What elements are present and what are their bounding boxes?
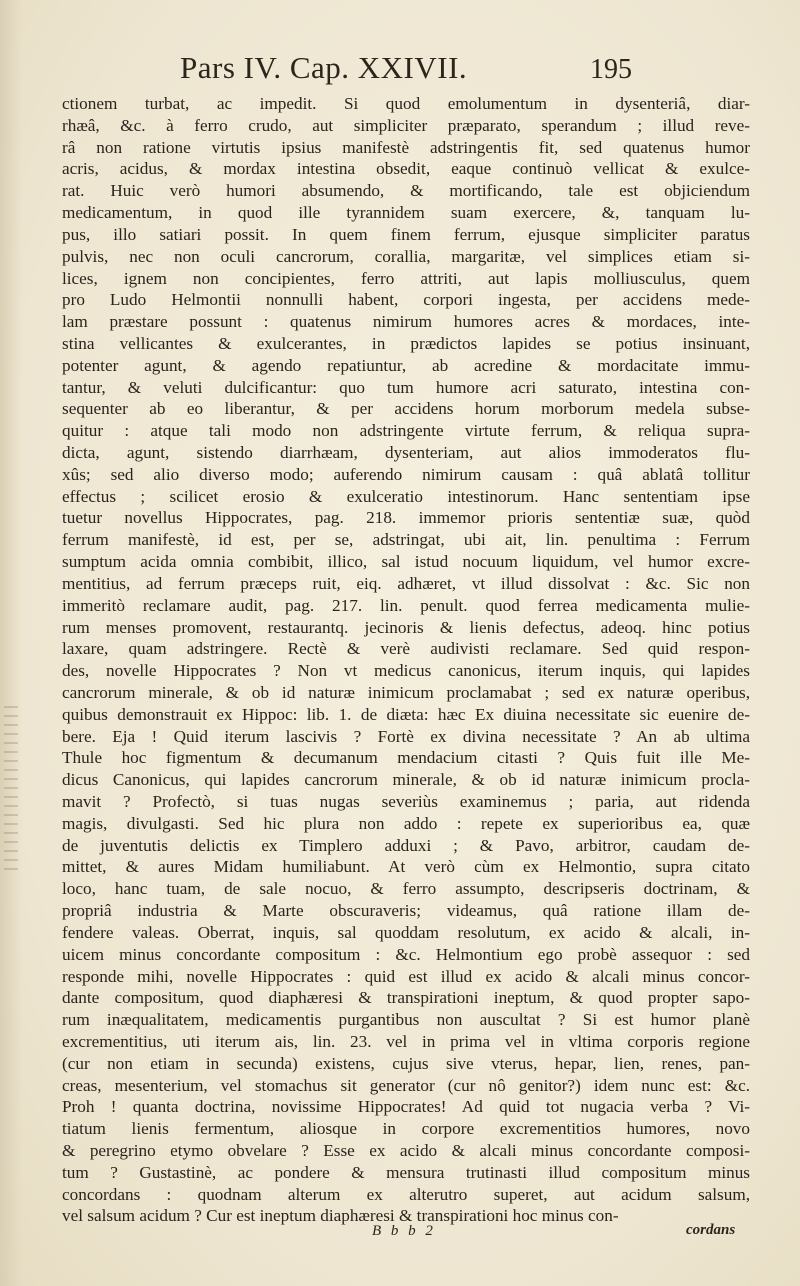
text-line: stina vellicantes & exulcerantes, in prædictos lapides se potius insinuant,	[62, 333, 750, 353]
text-line: cancrorum minerale, & ob id naturæ inimicum proclamabat ; sed ex naturæ operibus,	[62, 682, 750, 702]
text-line: effectus ; scilicet erosio & exulceratio intestinorum. Hanc sententiam ipse	[62, 486, 750, 506]
text-line: ctionem turbat, ac impedit. Si quod emolumentum in dysenteriâ, diar-	[62, 94, 750, 113]
text-line: pulvis, nec non oculi cancrorum, corallia, margaritæ, vel simplices etiam si-	[62, 246, 750, 266]
text-line: rum inæqualitatem, medicamentis purgantibus non auscultat ? Si est humor planè	[62, 1010, 750, 1030]
text-line: tum ? Gustastinè, ac pondere & mensura trutinasti illud compositum minus	[62, 1162, 750, 1182]
text-line: Proh ! quanta doctrina, novissime Hippocrates! Ad quid tot nugacia verba ? Vi-	[62, 1097, 750, 1117]
text-line: uicem minus concordante compositum : &c. Helmontium ego probè assequor : sed	[62, 944, 750, 964]
text-line: dante compositum, quod diaphæresi & transpirationi ineptum, & quod propter sapo-	[62, 988, 750, 1008]
text-line: des, novelle Hippocrates ? Non vt medicus canonicus, iterum inquis, qui lapides	[62, 661, 750, 681]
running-title: Pars IV. Cap. XXIVII.	[180, 50, 468, 85]
text-line: immeritò reclamare audit, pag. 217. lin. penult. quod ferrea medicamenta mulie-	[62, 595, 750, 615]
text-line: tiatum lienis fermentum, aliosque in corpore excrementitios humores, novo	[62, 1119, 750, 1139]
text-line: responde mihi, novelle Hippocrates : quid est illud ex acido & alcali minus concor-	[62, 966, 750, 986]
text-line: Thule hoc figmentum & decumanum mendacium citasti ? Quis fuit ille Me-	[62, 748, 750, 768]
text-line: vel salsum acidum ? Cur est ineptum diaphæresi & transpirationi hoc minus con-	[62, 1206, 619, 1226]
text-line: xûs; sed alio diverso modo; auferendo nimirum causam : quâ ablatâ tollitur	[62, 464, 750, 484]
text-line: râ non ratione virtutis ipsius manifestè adstringentis fit, sed quatenus humor	[62, 137, 750, 157]
text-line: ferrum manifestè, id est, per se, adstringat, ubi ait, lin. penultima : Ferrum	[62, 530, 750, 550]
text-line: tantur, & veluti dulcificantur: quo tum humore acri saturato, intestina con-	[62, 377, 750, 397]
text-line: dicus Canonicus, qui lapides cancrorum minerale, & ob id naturæ inimicum procla-	[62, 770, 750, 790]
text-line: laxare, quam adstringere. Rectè & verè audivisti reclamare. Sed quid respon-	[62, 639, 750, 659]
text-line: mentitius, ad ferrum præceps ruit, eiq. adhæret, vt illud dissolvat : &c. Sic non	[62, 573, 750, 593]
text-line: pro Ludo Helmontii nonnulli habent, corpori ingesta, per accidens mede-	[62, 290, 750, 310]
text-line: rum menses promovent, restaurantq. jecinoris & lienis defectus, adeoq. hinc potius	[62, 617, 750, 637]
text-line: excrementitius, uti iterum ais, lin. 23. vel in prima vel in vltima corporis regione	[62, 1031, 750, 1051]
page-number: 195	[590, 54, 632, 85]
text-line: rat. Huic verò humori absumendo, & mortificando, tale est objiciendum	[62, 181, 750, 201]
text-line: de juventutis delictis ex Timplero adduxi ; & Pavo, arbitror, caudam de-	[62, 835, 750, 855]
text-line: creas, mesenterium, vel stomachus sit generator (cur nô genitor?) idem nunc est: &c.	[62, 1075, 750, 1095]
text-line: & peregrino etymo obvelare ? Esse ex acido & alcali minus concordante composi-	[62, 1141, 750, 1160]
text-line: pus, illo satiari possit. In quem finem ferrum, ejusque simpliciter paratus	[62, 224, 750, 244]
text-line: mittet, & aures Midam humiliabunt. At verò cùm ex Helmontio, supra citato	[62, 857, 750, 877]
text-line: mavit ? Profectò, si tuas nugas severiùs examinemus ; paria, aut ridenda	[62, 792, 750, 811]
margin-stains	[4, 700, 18, 870]
text-line: potenter agunt, & agendo repatiuntur, ab acredine & mordacitate immu-	[62, 355, 750, 375]
text-line: loco, hanc tuam, de sale nocuo, & ferro assumpto, descripseris doctrinam, &	[62, 879, 750, 899]
text-line: fendere valeas. Oberrat, inquis, sal quoddam resolutum, ex acido & alcali, in-	[62, 922, 750, 942]
catchword: cordans	[686, 1222, 736, 1238]
text-line: bere. Eja ! Quid iterum lascivis ? Fortè ex divina necessitate ? An ab ultima	[62, 726, 750, 746]
text-line: lices, ignem non concipientes, ferro attriti, aut lapis molliusculus, quem	[62, 268, 750, 288]
text-line: quibus demonstrauit ex Hippoc: lib. 1. de diæta: hæc Ex diuina necessitate sic euenire de-	[62, 704, 750, 724]
text-line: (cur non etiam in secunda) existens, cujus sive vterus, hepar, lien, renes, pan-	[62, 1053, 750, 1073]
text-line: rhæâ, &c. à ferro crudo, aut simpliciter præparato, sperandum ; illud reve-	[62, 115, 750, 135]
text-line: lam præstare possunt : quatenus nimirum humores acres & mordaces, inte-	[62, 312, 750, 332]
text-line: propriâ industria & Marte obscuraveris; videamus, quâ ratione illam de-	[62, 901, 750, 921]
text-line: dicta, agunt, sistendo diarrhæam, dysenteriam, aut alios immoderatos flu-	[62, 443, 750, 462]
text-line: sumptum acida omnia combibit, illico, sal istud nocuum liquidum, vel humor excre-	[62, 552, 750, 572]
text-line: sequenter ab eo liberantur, & per accidens horum morborum medela subse-	[62, 399, 750, 419]
text-line: acris, acidus, & mordax intestina obsedit, eaque continuò vellicat & exulce-	[62, 159, 750, 179]
text-line: medicamentum, in quod ille tyrannidem suam exercere, &, tanquam lu-	[62, 203, 750, 223]
text-line: tuetur novellus Hippocrates, pag. 218. immemor prioris sententiæ suæ, quòd	[62, 508, 750, 528]
text-line: quitur : atque tali modo non adstringente virtute ferrum, & reliqua supra-	[62, 421, 750, 441]
text-line: concordans : quodnam alterum ex alterutro superet, aut acidum salsum,	[62, 1184, 750, 1204]
body-text	[62, 93, 750, 1227]
binding-shadow	[0, 0, 22, 1286]
text-line: magis, divulgasti. Sed hic plura non addo : repete ex superioribus ea, quæ	[62, 813, 750, 833]
signature-mark: B b b 2	[372, 1223, 436, 1239]
